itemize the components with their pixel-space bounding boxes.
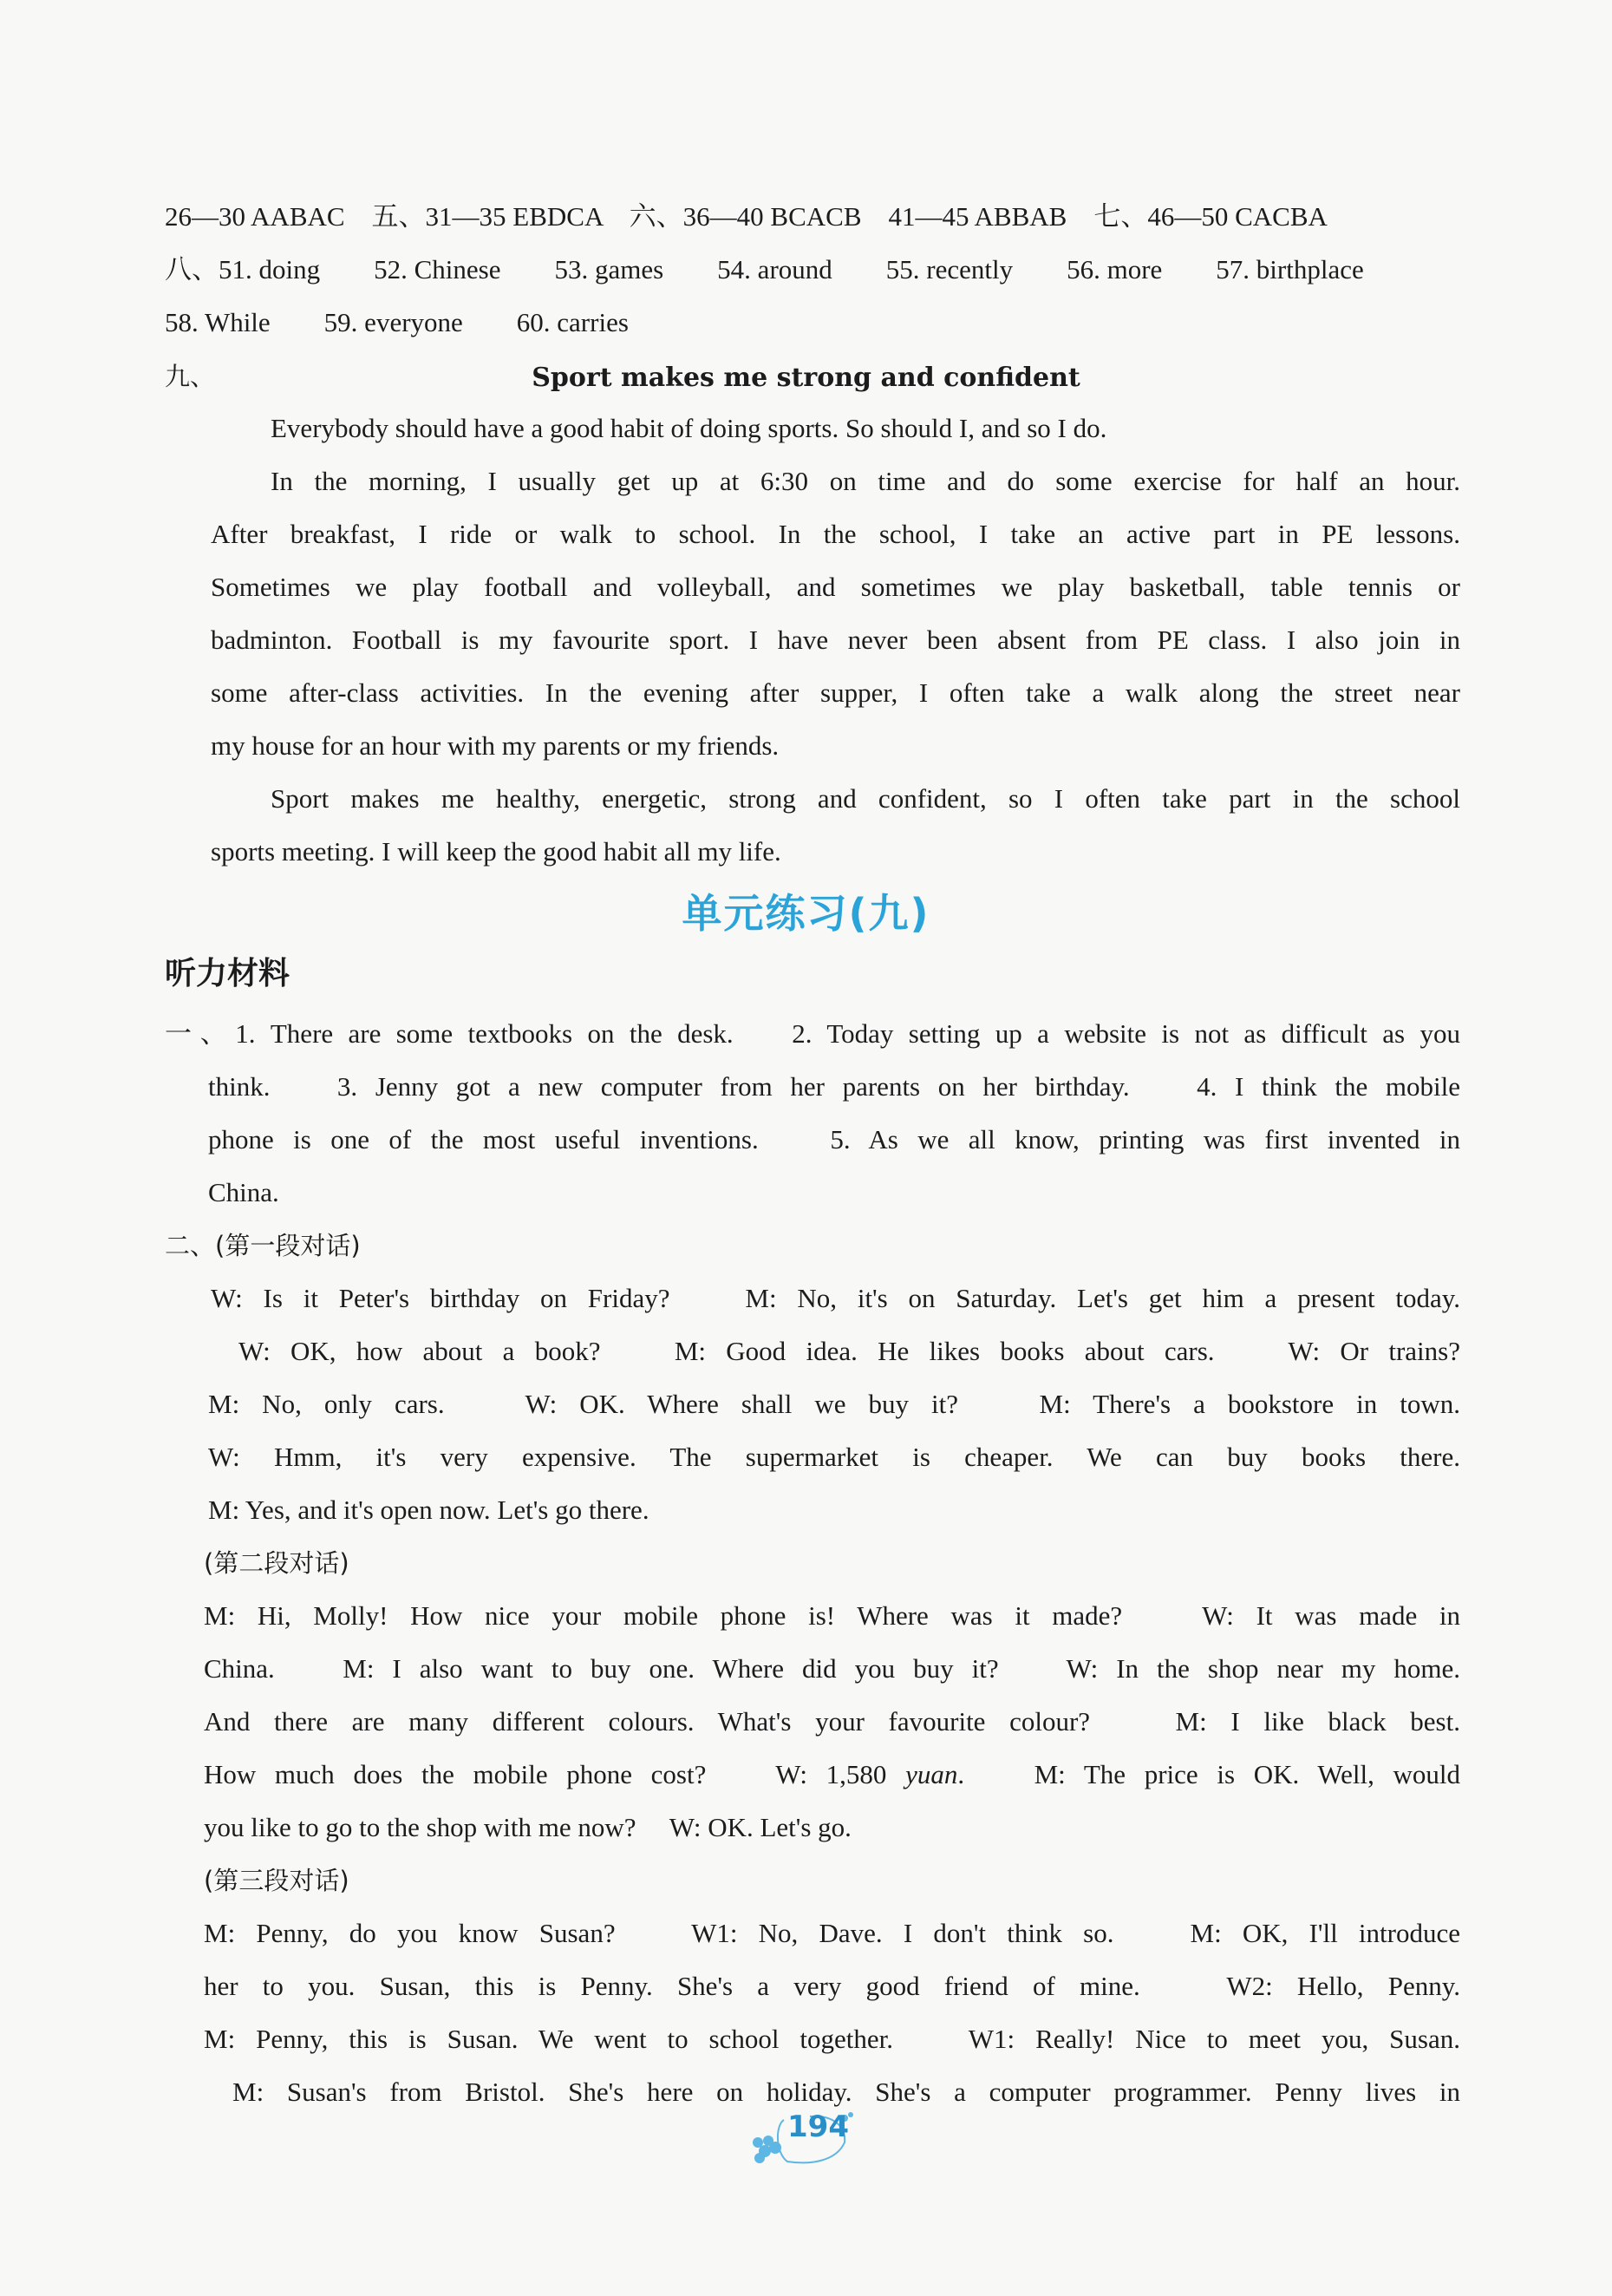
answer-line-1: 26—30 AABAC 五、31—35 EBDCA 六、36—40 BCACB 41—45 ABBAB 七、46—50 CACBA [165,201,1328,232]
dialog-line: How much does the mobile phone cost? W: 1,580 yuan. M: The price is OK. Well, would [204,1759,1460,1789]
essay-line: badminton. Football is my favourite sport. I have never been absent from PE class. I also join in [211,625,1460,655]
page-number: 194 [787,2110,849,2144]
essay-line: In the morning, I usually get up at 6:30 on time and do some exercise for half an hour. [271,466,1460,496]
essay-title: Sport makes me strong and confident [532,363,1080,393]
listening-line: think. 3. Jenny got a new computer from her parents on her birthday. 4. I think the mobile [208,1071,1460,1102]
dialog3-label: (第三段对话) [204,1866,349,1895]
dialog-line: W: OK, how about a book? M: Good idea. He likes books about cars. W: Or trains? [238,1336,1460,1366]
essay-line: some after-class activities. In the evening after supper, I often take a walk along the street near [211,677,1460,708]
dialog2-label: (第二段对话) [204,1548,349,1578]
dialog-line: M: Susan's from Bristol. She's here on holiday. She's a computer programmer. Penny lives in [232,2077,1460,2107]
essay-line: After breakfast, I ride or walk to school. In the school, I take an active part in PE lessons. [211,519,1460,549]
essay-line: Sport makes me healthy, energetic, strong and confident, so I often take part in the school [271,783,1460,814]
dialog-line: China. M: I also want to buy one. Where did you buy it? W: In the shop near my home. [204,1653,1460,1684]
essay-line: sports meeting. I will keep the good habit all my life. [211,836,781,867]
essay-line: Sometimes we play football and volleyball, and sometimes we play basketball, table tennis or [211,572,1460,602]
dialog-line: And there are many different colours. What's your favourite colour? M: I like black best. [204,1706,1460,1737]
listening-line: China. [208,1177,279,1207]
dialog-line: M: Penny, do you know Susan? W1: No, Dave. I don't think so. M: OK, I'll introduce [204,1918,1460,1948]
essay-marker: 九、 [165,362,216,391]
listening-line: 一、1. There are some textbooks on the desk. 2. Today setting up a website is not as difficult as you [165,1018,1460,1049]
listening-line: phone is one of the most useful inventions. 5. As we all know, printing was first invented in [208,1124,1460,1155]
essay-line: my house for an hour with my parents or my friends. [211,730,780,761]
dialog-line: M: No, only cars. W: OK. Where shall we buy it? M: There's a bookstore in town. [208,1389,1460,1419]
answer-line-2: 八、51. doing 52. Chinese 53. games 54. around 55. recently 56. more 57. birthplace [165,254,1364,285]
dialog-line: M: Penny, this is Susan. We went to school together. W1: Really! Nice to meet you, Susan. [204,2024,1460,2054]
section-heading: 听力材料 [165,956,290,991]
dialog-line: W: Hmm, it's very expensive. The supermarket is cheaper. We can buy books there. [208,1442,1460,1472]
essay-line: Everybody should have a good habit of doing sports. So should I, and so I do. [271,413,1107,443]
dialog-line: W: Is it Peter's birthday on Friday? M: No, it's on Saturday. Let's get him a present today. [211,1283,1460,1313]
dialog1-label: 二、(第一段对话) [165,1231,361,1260]
dialog-line: M: Yes, and it's open now. Let's go there. [208,1495,649,1525]
answer-line-3: 58. While 59. everyone 60. carries [165,307,629,337]
page-number-badge [749,2108,862,2168]
dialog-line: you like to go to the shop with me now? W: OK. Let's go. [204,1812,852,1842]
dialog-line: her to you. Susan, this is Penny. She's a very good friend of mine. W2: Hello, Penny. [204,1971,1460,2001]
dialog-line: M: Hi, Molly! How nice your mobile phone is! Where was it made? W: It was made in [204,1600,1460,1631]
unit-title: 单元练习(九) [682,890,930,937]
